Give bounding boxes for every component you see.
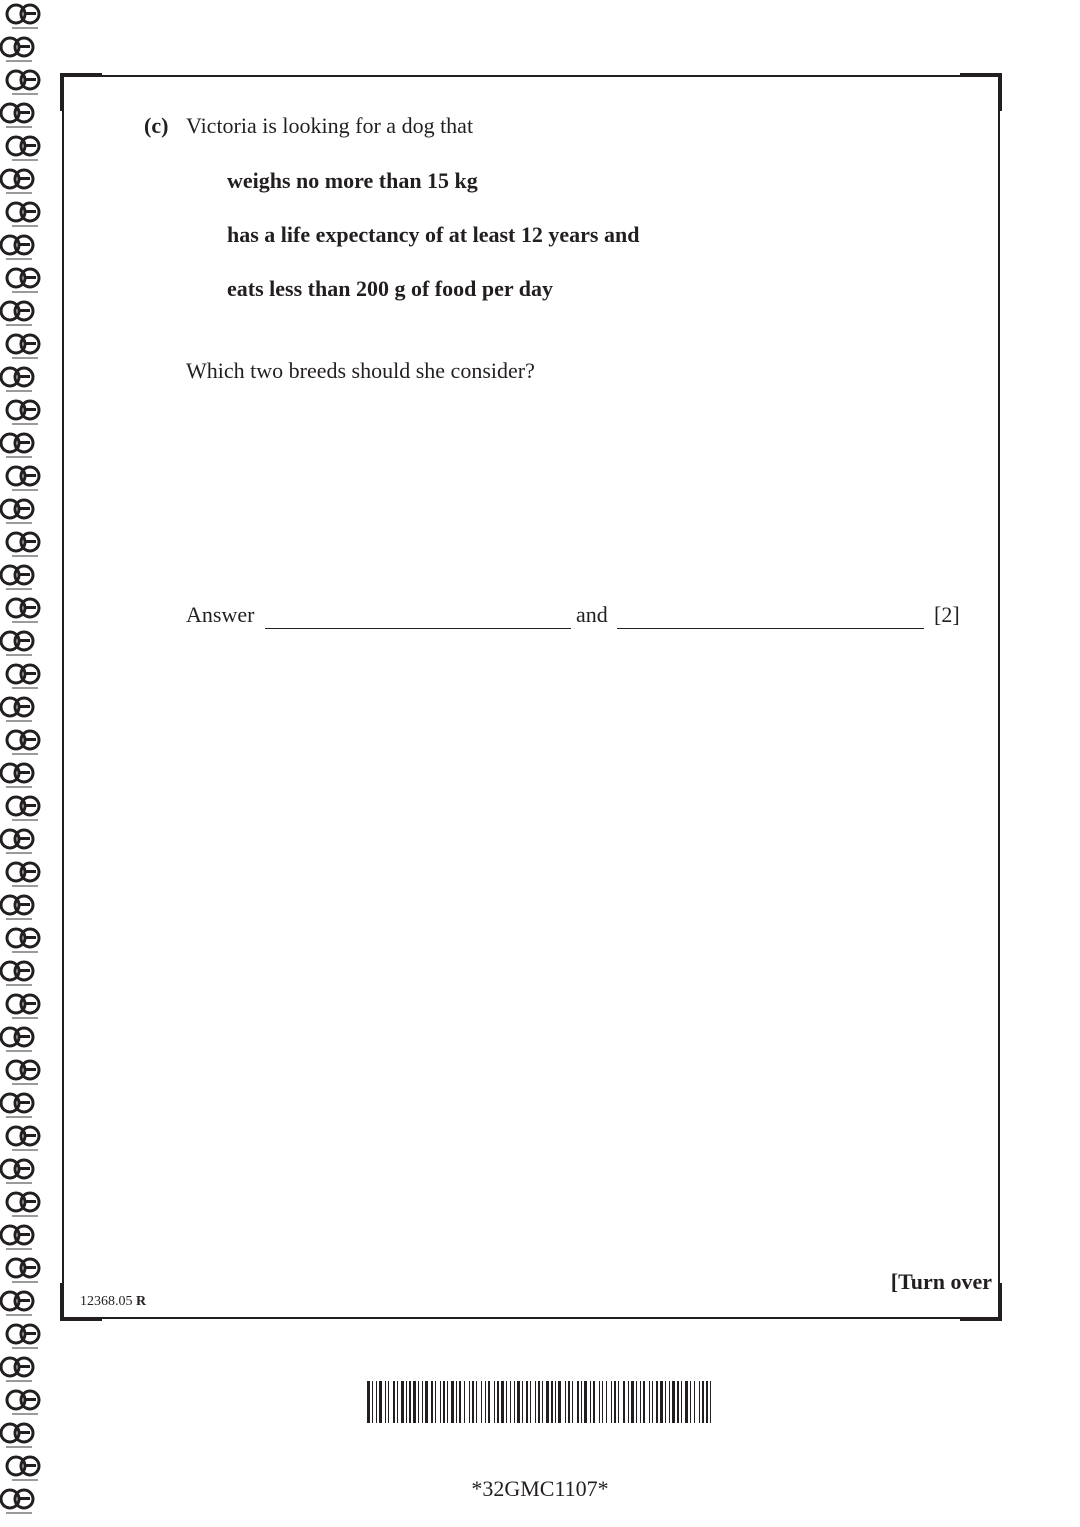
barcode-bar [685,1381,688,1423]
ccea-logo-alt-icon [1,170,33,194]
barcode-bar [669,1381,670,1423]
criterion-food: eats less than 200 g of food per day [227,276,553,301]
ccea-logo-alt-icon [1,1358,33,1382]
barcode-bar [593,1381,595,1423]
barcode-bar [388,1381,389,1423]
barcode-bar [485,1381,486,1423]
barcode-bar [501,1381,504,1423]
barcode-bar [590,1381,591,1423]
ccea-logo-alt-icon [1,566,33,590]
answer-conjunction: and [576,602,608,627]
ccea-logo-alt-icon [1,896,33,920]
barcode-bar [440,1381,441,1423]
barcode-bar [435,1381,436,1423]
ccea-logo-icon [7,335,39,359]
corner-mark [960,1317,1000,1321]
corner-mark [60,1283,64,1321]
barcode-bar [379,1381,382,1423]
ccea-logo-icon [7,137,39,161]
corner-mark [998,73,1002,111]
ccea-logo-icon [7,1193,39,1217]
ccea-logo-alt-icon [1,1160,33,1184]
barcode-bar [542,1381,543,1423]
ccea-logo-icon [7,665,39,689]
corner-mark [960,73,1000,77]
ccea-logo-alt-icon [1,1292,33,1316]
ccea-logo-icon [7,797,39,821]
ccea-logo-alt-icon [1,500,33,524]
barcode-bar [522,1381,523,1423]
barcode-bar [649,1381,650,1423]
ccea-logo-alt-icon [1,1424,33,1448]
barcode-bar [472,1381,474,1423]
barcode-bar [476,1381,477,1423]
ccea-logo-icon [7,1259,39,1283]
barcode-bar [385,1381,386,1423]
answer-line-1[interactable] [265,628,571,629]
ccea-logo-icon [7,863,39,887]
ccea-logo-icon [7,5,39,29]
answer-row [186,602,962,632]
barcode-bar [572,1381,573,1423]
barcode-bar [413,1381,416,1423]
ccea-logo-icon [7,533,39,557]
ccea-logo-icon [7,1061,39,1085]
barcode-bar [514,1381,515,1423]
barcode-bar [497,1381,499,1423]
barcode-bar [690,1381,691,1423]
barcode-bar [694,1381,695,1423]
barcode-bar [584,1381,587,1423]
barcode-bar [431,1381,433,1423]
barcode-bar [469,1381,470,1423]
barcode-bar [640,1381,641,1423]
ccea-logo-icon [7,599,39,623]
ccea-logo-alt-icon [1,368,33,392]
barcode-bar [409,1381,411,1423]
barcode-bar [677,1381,679,1423]
barcode-bar [710,1381,711,1423]
barcode-bar [393,1381,395,1423]
barcode-bar [702,1381,704,1423]
barcode-bar [464,1381,465,1423]
ccea-logo-icon [7,1127,39,1151]
barcode-bar [614,1381,616,1423]
barcode-bar [665,1381,666,1423]
turn-over-label: [Turn over [890,1269,992,1294]
barcode-bar [699,1381,700,1423]
ccea-logo-alt-icon [1,1028,33,1052]
ccea-logo-alt-icon [1,764,33,788]
paper-code [80,1294,146,1310]
barcode-bar [459,1381,461,1423]
barcode-bar [628,1381,629,1423]
barcode-bar [602,1381,603,1423]
ccea-logo-icon [7,401,39,425]
barcode-bar [546,1381,549,1423]
watermark-logo-column [0,0,44,1527]
barcode-bar [618,1381,619,1423]
ccea-logo-icon [7,203,39,227]
ccea-logo-icon [7,1325,39,1349]
barcode-bar [643,1381,645,1423]
ccea-logo-icon [7,995,39,1019]
barcode-bar [526,1381,528,1423]
barcode-bar [367,1381,370,1423]
barcode-bar [406,1381,407,1423]
paper-code-suffix: R [136,1294,147,1309]
answer-line-2[interactable] [617,628,924,629]
barcode-bar [581,1381,582,1423]
barcode-bar [535,1381,536,1423]
question-label: (c) [144,113,169,138]
ccea-logo-icon [7,71,39,95]
barcode-bar [551,1381,553,1423]
barcode-bar [397,1381,398,1423]
criterion-weight: weighs no more than 15 kg [227,168,478,193]
ccea-logo-icon [7,269,39,293]
criterion-life-expectancy: has a life expectancy of at least 12 years and [227,222,640,247]
ccea-logo-alt-icon [1,236,33,260]
barcode-bar [555,1381,556,1423]
barcode-bar [558,1381,561,1423]
corner-mark [998,1283,1002,1321]
corner-mark [60,73,64,111]
barcode-bar [517,1381,520,1423]
ccea-logo-alt-icon [1,38,33,62]
barcode-bar [372,1381,373,1423]
question-prompt: Which two breeds should she consider? [186,358,535,383]
barcode-bar [568,1381,570,1423]
question-stem: Victoria is looking for a dog that [186,113,474,138]
barcode-bar [623,1381,625,1423]
ccea-logo-icon [7,929,39,953]
barcode-bar [376,1381,377,1423]
barcode-bar [510,1381,511,1423]
barcode-text: *32GMC1107* [471,1476,609,1501]
barcode-bar [611,1381,612,1423]
barcode [367,1381,713,1423]
ccea-logo-alt-icon [1,1226,33,1250]
barcode-bar [418,1381,419,1423]
page-frame [62,75,1000,1319]
barcode-bar [401,1381,404,1423]
ccea-logo-icon [7,467,39,491]
barcode-bar [494,1381,495,1423]
ccea-logo-alt-icon [1,104,33,128]
corner-mark [62,1317,102,1321]
barcode-bar [599,1381,600,1423]
barcode-bar [672,1381,675,1423]
ccea-logo-alt-icon [1,698,33,722]
barcode-bar [606,1381,607,1423]
barcode-bar [447,1381,448,1423]
barcode-bar [565,1381,566,1423]
answer-label: Answer [186,602,255,627]
ccea-logo-alt-icon [1,302,33,326]
paper-code-number: 12368.05 [80,1294,133,1309]
ccea-logo-alt-icon [1,1094,33,1118]
corner-mark [62,73,102,77]
barcode-bar [706,1381,708,1423]
barcode-bar [443,1381,445,1423]
barcode-bar [660,1381,663,1423]
barcode-bar [577,1381,579,1423]
barcode-bar [538,1381,540,1423]
barcode-bar [506,1381,507,1423]
barcode-bar [481,1381,482,1423]
barcode-bar [681,1381,682,1423]
barcode-bar [488,1381,490,1423]
marks-label: [2] [934,602,960,627]
ccea-logo-alt-icon [1,434,33,458]
ccea-logo-alt-icon [1,962,33,986]
ccea-logo-alt-icon [1,632,33,656]
barcode-bar [652,1381,653,1423]
barcode-bar [656,1381,658,1423]
barcode-bar [451,1381,454,1423]
ccea-logo-icon [7,1391,39,1415]
barcode-bar [425,1381,428,1423]
watermark-strip [0,0,44,1527]
barcode-bar [456,1381,457,1423]
barcode-bar [422,1381,423,1423]
ccea-logo-icon [7,731,39,755]
ccea-logo-alt-icon [1,830,33,854]
barcode-bar [631,1381,634,1423]
barcode-bar [530,1381,531,1423]
barcode-bar [636,1381,637,1423]
